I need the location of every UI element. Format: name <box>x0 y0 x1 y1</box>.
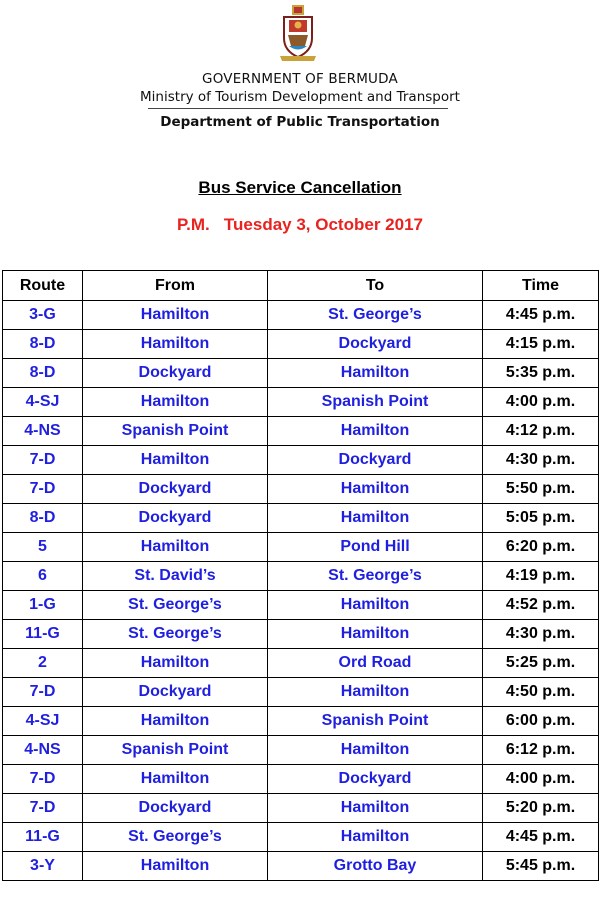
time-cell: 4:15 p.m. <box>483 330 599 359</box>
route-cell: 4-NS <box>3 736 83 765</box>
time-cell: 4:00 p.m. <box>483 388 599 417</box>
table-row <box>3 533 599 562</box>
from-cell: Dockyard <box>83 359 268 388</box>
table-row <box>3 649 599 678</box>
from-cell: Spanish Point <box>83 736 268 765</box>
route-cell: 7-D <box>3 446 83 475</box>
route-cell: 7-D <box>3 678 83 707</box>
to-cell: Pond Hill <box>268 533 483 562</box>
table-row <box>3 852 599 881</box>
from-cell: Hamilton <box>83 330 268 359</box>
from-cell: Hamilton <box>83 388 268 417</box>
from-cell: Hamilton <box>83 301 268 330</box>
from-cell: Dockyard <box>83 504 268 533</box>
route-cell: 6 <box>3 562 83 591</box>
time-cell: 5:25 p.m. <box>483 649 599 678</box>
to-cell: Dockyard <box>268 765 483 794</box>
table-row <box>3 330 599 359</box>
time-cell: 4:45 p.m. <box>483 301 599 330</box>
notice-title: Bus Service Cancellation <box>198 178 402 197</box>
table-row <box>3 620 599 649</box>
bermuda-coat-of-arms-icon <box>278 4 318 62</box>
from-cell: St. David’s <box>83 562 268 591</box>
from-cell: Hamilton <box>83 765 268 794</box>
table-row <box>3 707 599 736</box>
to-cell: Dockyard <box>268 446 483 475</box>
table-row <box>3 359 599 388</box>
to-cell: Hamilton <box>268 475 483 504</box>
route-cell: 2 <box>3 649 83 678</box>
header-time: Time <box>483 271 599 301</box>
from-cell: Dockyard <box>83 475 268 504</box>
to-cell: Hamilton <box>268 591 483 620</box>
to-cell: Spanish Point <box>268 388 483 417</box>
from-cell: Hamilton <box>83 446 268 475</box>
to-cell: Hamilton <box>268 359 483 388</box>
to-cell: Hamilton <box>268 620 483 649</box>
table-header-row <box>3 271 599 301</box>
route-cell: 7-D <box>3 475 83 504</box>
time-cell: 5:50 p.m. <box>483 475 599 504</box>
cancellation-table <box>2 270 599 881</box>
from-cell: St. George’s <box>83 591 268 620</box>
to-cell: Hamilton <box>268 794 483 823</box>
time-cell: 5:45 p.m. <box>483 852 599 881</box>
time-cell: 4:50 p.m. <box>483 678 599 707</box>
time-cell: 4:19 p.m. <box>483 562 599 591</box>
to-cell: St. George’s <box>268 562 483 591</box>
route-cell: 4-SJ <box>3 707 83 736</box>
table-row <box>3 678 599 707</box>
route-cell: 1-G <box>3 591 83 620</box>
government-name: GOVERNMENT OF BERMUDA <box>202 71 398 87</box>
route-cell: 7-D <box>3 765 83 794</box>
route-cell: 11-G <box>3 620 83 649</box>
to-cell: Hamilton <box>268 736 483 765</box>
to-cell: Grotto Bay <box>268 852 483 881</box>
table-row <box>3 736 599 765</box>
time-cell: 4:30 p.m. <box>483 446 599 475</box>
notice-subtitle: P.M. Tuesday 3, October 2017 <box>177 215 423 234</box>
route-cell: 11-G <box>3 823 83 852</box>
to-cell: Dockyard <box>268 330 483 359</box>
time-cell: 6:12 p.m. <box>483 736 599 765</box>
time-cell: 6:20 p.m. <box>483 533 599 562</box>
time-cell: 6:00 p.m. <box>483 707 599 736</box>
table-row <box>3 591 599 620</box>
route-cell: 3-G <box>3 301 83 330</box>
from-cell: Hamilton <box>83 852 268 881</box>
from-cell: Hamilton <box>83 707 268 736</box>
from-cell: St. George’s <box>83 823 268 852</box>
department-name: Department of Public Transportation <box>160 114 440 130</box>
table-row <box>3 794 599 823</box>
time-cell: 4:45 p.m. <box>483 823 599 852</box>
to-cell: Hamilton <box>268 678 483 707</box>
from-cell: Dockyard <box>83 794 268 823</box>
from-cell: St. George’s <box>83 620 268 649</box>
table-row <box>3 446 599 475</box>
table-row <box>3 475 599 504</box>
from-cell: Spanish Point <box>83 417 268 446</box>
route-cell: 4-NS <box>3 417 83 446</box>
route-cell: 4-SJ <box>3 388 83 417</box>
from-cell: Hamilton <box>83 533 268 562</box>
table-row <box>3 504 599 533</box>
route-cell: 3-Y <box>3 852 83 881</box>
from-cell: Hamilton <box>83 649 268 678</box>
to-cell: Ord Road <box>268 649 483 678</box>
header-divider <box>148 108 448 109</box>
time-cell: 4:52 p.m. <box>483 591 599 620</box>
to-cell: Hamilton <box>268 823 483 852</box>
from-cell: Dockyard <box>83 678 268 707</box>
time-cell: 5:20 p.m. <box>483 794 599 823</box>
table-row <box>3 765 599 794</box>
route-cell: 8-D <box>3 359 83 388</box>
table-row <box>3 562 599 591</box>
header-from: From <box>83 271 268 301</box>
table-row <box>3 823 599 852</box>
to-cell: Hamilton <box>268 417 483 446</box>
time-cell: 5:35 p.m. <box>483 359 599 388</box>
to-cell: St. George’s <box>268 301 483 330</box>
route-cell: 7-D <box>3 794 83 823</box>
table-row <box>3 388 599 417</box>
header-route: Route <box>3 271 83 301</box>
time-cell: 5:05 p.m. <box>483 504 599 533</box>
header-to: To <box>268 271 483 301</box>
route-cell: 5 <box>3 533 83 562</box>
time-cell: 4:00 p.m. <box>483 765 599 794</box>
to-cell: Spanish Point <box>268 707 483 736</box>
table-row <box>3 417 599 446</box>
ministry-name: Ministry of Tourism Development and Transport <box>140 89 460 105</box>
time-cell: 4:12 p.m. <box>483 417 599 446</box>
to-cell: Hamilton <box>268 504 483 533</box>
table-row <box>3 301 599 330</box>
route-cell: 8-D <box>3 504 83 533</box>
route-cell: 8-D <box>3 330 83 359</box>
time-cell: 4:30 p.m. <box>483 620 599 649</box>
